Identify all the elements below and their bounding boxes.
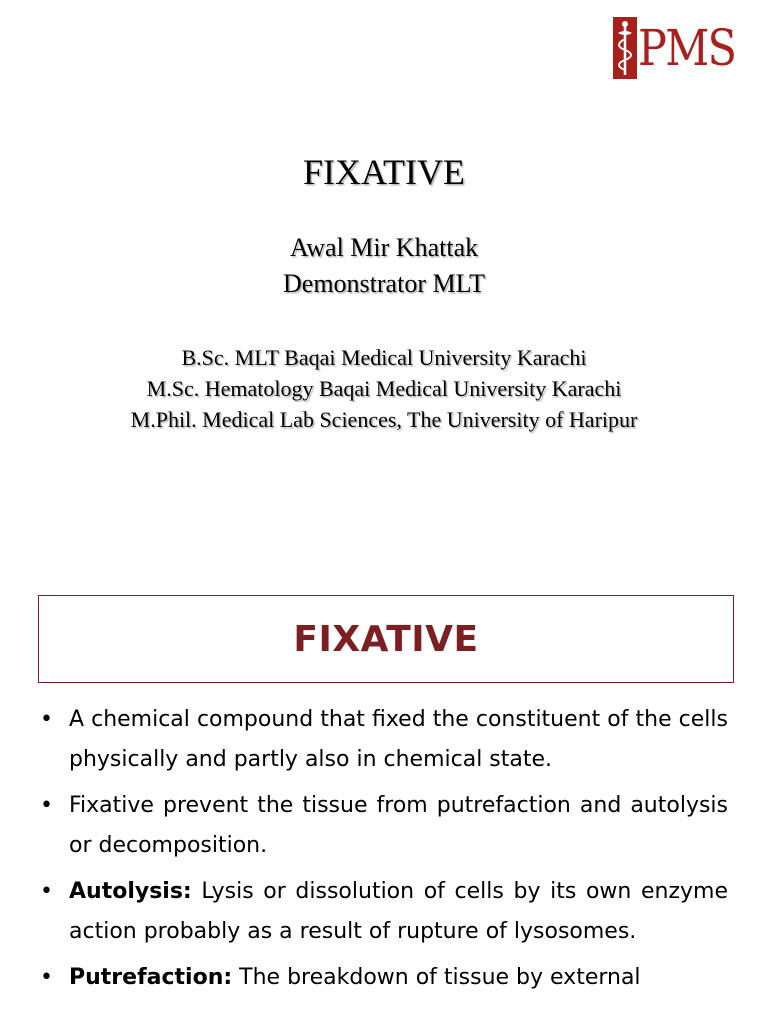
author-role: Demonstrator MLT xyxy=(283,269,485,298)
bullet-item xyxy=(38,872,728,952)
bullet-icon: • xyxy=(40,707,53,732)
caduceus-icon xyxy=(613,17,637,79)
bullet-text: Lysis or dissolution of cells by its own enzyme action probably as a result of rupture of lysosomes. xyxy=(69,879,728,944)
pms-logo xyxy=(613,15,751,81)
bullet-item xyxy=(38,786,728,866)
slide-title-box xyxy=(38,595,734,683)
qualification-line: M.Phil. Medical Lab Sciences, The University of Haripur xyxy=(130,407,638,432)
cover-title: FIXATIVE xyxy=(303,152,465,192)
bullet-term: Putrefaction: xyxy=(69,965,233,990)
qualification-line: M.Sc. Hematology Baqai Medical University Karachi xyxy=(146,376,622,401)
bullet-text: Fixative prevent the tissue from putrefaction and autolysis or decomposition. xyxy=(69,793,728,858)
bullet-term: Autolysis: xyxy=(69,879,192,904)
bullet-text: A chemical compound that fixed the constituent of the cells physically and partly also in chemical state. xyxy=(69,707,728,772)
bullet-item xyxy=(38,958,728,998)
bullet-icon: • xyxy=(40,793,53,818)
definition-slide xyxy=(0,585,768,1024)
bullet-icon: • xyxy=(40,965,53,990)
qualification-line: B.Sc. MLT Baqai Medical University Karachi xyxy=(181,345,587,370)
slide-title: FIXATIVE xyxy=(293,618,479,660)
bullet-item xyxy=(38,700,728,780)
logo-text: PMS xyxy=(638,19,736,77)
bullet-icon: • xyxy=(40,879,53,904)
bullet-list xyxy=(38,700,728,1004)
bullet-text: The breakdown of tissue by external xyxy=(232,965,641,990)
author-name: Awal Mir Khattak xyxy=(289,233,479,262)
